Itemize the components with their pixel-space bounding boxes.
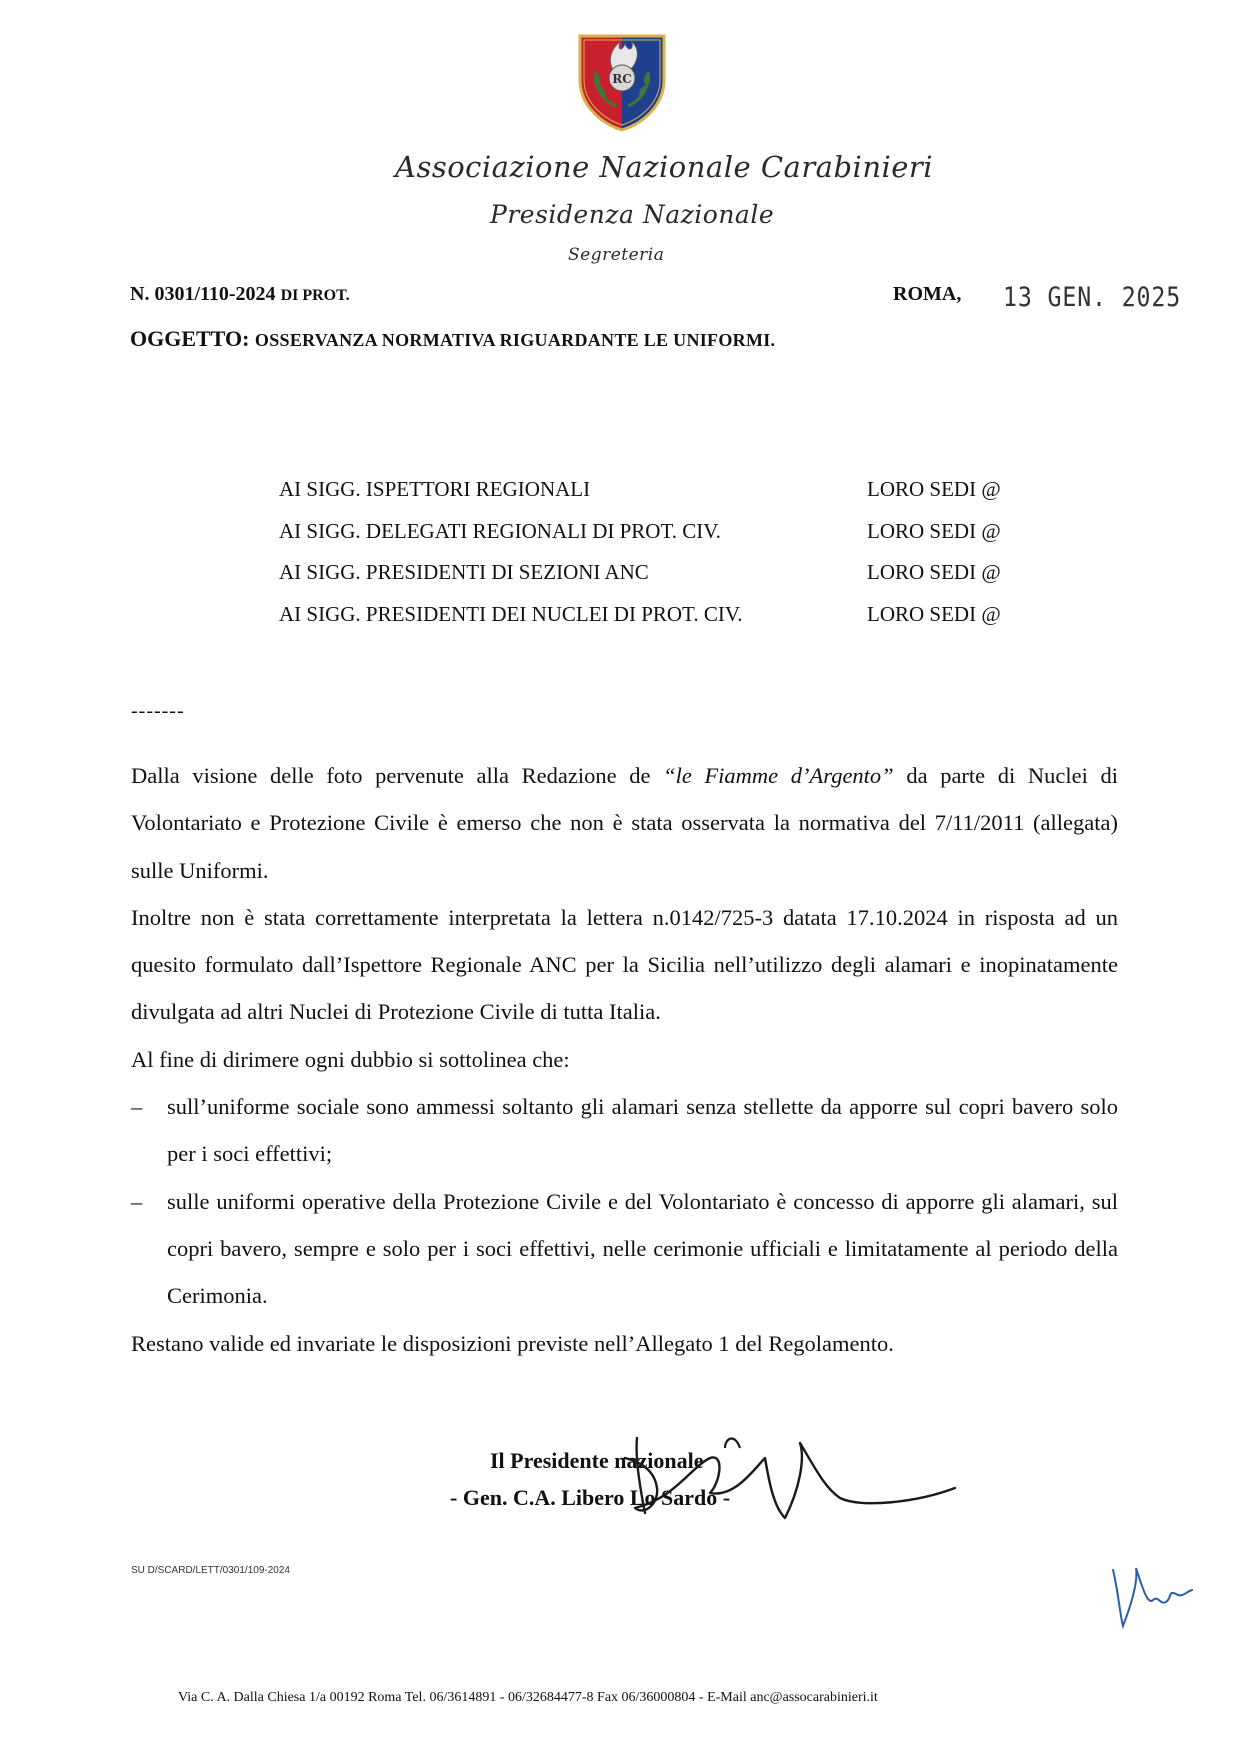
separator-dashes: -------	[131, 700, 185, 722]
anc-crest-logo	[570, 28, 674, 132]
recipients-list	[279, 475, 1039, 641]
letter-place: ROMA,	[893, 283, 962, 305]
svg-text:RC: RC	[612, 72, 632, 86]
magazine-title: “le Fiamme d’Argento”	[663, 763, 894, 788]
body-paragraph-1-start: Dalla visione delle foto pervenute alla Redazione de	[131, 763, 664, 788]
list-item: – sulle uniformi operative della Protezione Civile e del Volontariato è concesso di apporre gli alamari, sul copri bavero, sempre e solo per i soci effettivi, nelle cerimonie ufficiali e limitatamente al periodo della Cerimonia.	[131, 1178, 1118, 1320]
body-paragraph-1-end: da parte di Nuclei di Volontariato e Protezione Civile è emerso che non è stata osservata la normativa del 7/11/2011 (allegata) sulle Uniformi.	[131, 763, 1119, 883]
protocol-number	[130, 283, 350, 306]
recipient-name: AI SIGG. ISPETTORI REGIONALI	[279, 477, 591, 501]
footer-contact: Via C. A. Dalla Chiesa 1/a 00192 Roma Tel. 06/3614891 - 06/32684477-8 Fax 06/36000804 - E-Mail anc@assocarabinieri.it	[178, 1690, 878, 1705]
date-stamp: 13 GEN. 2025	[1003, 282, 1182, 313]
body-paragraph: Restano valide ed invariate le disposizioni previste nell’Allegato 1 del Regolamento.	[131, 1330, 894, 1356]
recipient-row	[279, 517, 1039, 559]
organization-name: Associazione Nazionale Carabinieri	[395, 150, 934, 184]
list-item: – sull’uniforme sociale sono ammessi soltanto gli alamari senza stellette da apporre sul copri bavero solo per i soci effettivi;	[131, 1083, 1118, 1178]
signatory-name: - Gen. C.A. Libero Lo Sardo -	[450, 1485, 731, 1510]
body-paragraph: Inoltre non è stata correttamente interpretata la lettera n.0142/725-3 datata 17.10.2024 in risposta ad un quesito formulato dall’Ispettore Regionale ANC per la Sicilia nell’utilizzo degli alamari e inopinatamente divulgata ad altri Nuclei di Protezione Civile di tutta Italia.	[131, 904, 1118, 1025]
recipient-destination: LORO SEDI @	[867, 518, 1001, 543]
recipient-name: AI SIGG. PRESIDENTI DI SEZIONI ANC	[279, 560, 649, 584]
recipient-destination: LORO SEDI @	[867, 560, 1001, 584]
recipient-row	[279, 600, 1039, 642]
signatory-title: Il Presidente nazionale	[490, 1448, 704, 1473]
body-paragraph: Al fine di dirimere ogni dubbio si sottolinea che:	[131, 1046, 570, 1072]
subject-text: OSSERVANZA NORMATIVA RIGUARDANTE LE UNIFORMI.	[254, 330, 776, 350]
recipient-destination: LORO SEDI @	[867, 477, 1001, 501]
document-reference: SU D/SCARD/LETT/0301/109-2024	[131, 1565, 290, 1576]
recipient-destination: LORO SEDI @	[867, 601, 1001, 626]
recipient-name: AI SIGG. DELEGATI REGIONALI DI PROT. CIV.	[279, 518, 721, 543]
department-name: Segreteria	[568, 245, 665, 265]
office-name: Presidenza Nazionale	[490, 200, 775, 229]
body-paragraph	[131, 752, 1118, 894]
recipient-row	[279, 475, 1039, 517]
rules-list	[131, 1083, 1118, 1319]
protocol-suffix: DI PROT.	[280, 287, 350, 304]
handwritten-initials	[1108, 1560, 1193, 1630]
subject-label: OGGETTO:	[130, 326, 250, 351]
letter-body	[131, 752, 1118, 1367]
protocol-number-value: N. 0301/110-2024	[130, 283, 276, 305]
subject-line	[130, 326, 775, 352]
recipient-row	[279, 558, 1039, 600]
handwritten-signature	[615, 1428, 965, 1528]
recipient-name: AI SIGG. PRESIDENTI DEI NUCLEI DI PROT. CIV.	[279, 601, 743, 626]
